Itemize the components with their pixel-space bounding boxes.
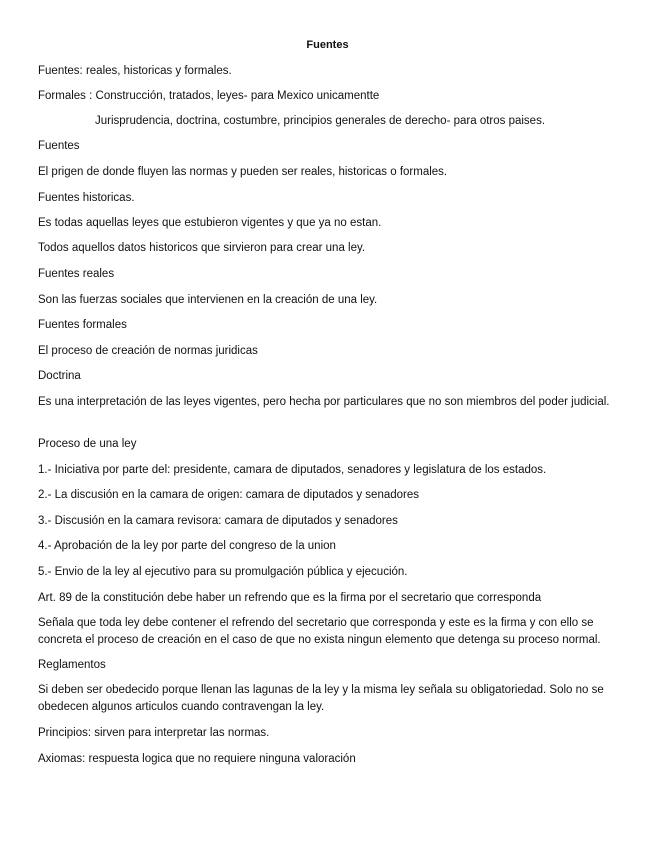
paragraph: El proceso de creación de normas juridicas [38, 345, 258, 357]
document-title: Fuentes [306, 39, 349, 51]
paragraph: Todos aquellos datos historicos que sirvieron para crear una ley. [38, 242, 366, 254]
paragraph: Si deben ser obedecido porque llenan las lagunas de la ley y la misma ley señala su obligatoriedad. Solo no se obedecen algunos articulos cuando contravengan la ley. [38, 684, 604, 713]
paragraph: El prigen de donde fluyen las normas y pueden ser reales, historicas o formales. [38, 166, 448, 178]
section-heading: Fuentes reales [38, 268, 115, 280]
paragraph: Es todas aquellas leyes que estubieron vigentes y que ya no estan. [38, 217, 382, 229]
paragraph: Art. 89 de la constitución debe haber un refrendo que es la firma por el secretario que corresponda [38, 592, 542, 604]
paragraph: Es una interpretación de las leyes vigentes, pero hecha por particulares que no son miembros del poder judicial. [38, 396, 610, 408]
list-item: 3.- Discusión en la camara revisora: camara de diputados y senadores [38, 515, 398, 527]
paragraph: Principios: sirven para interpretar las normas. [38, 727, 270, 739]
section-heading: Reglamentos [38, 659, 106, 671]
paragraph: Son las fuerzas sociales que intervienen en la creación de una ley. [38, 294, 378, 306]
section-heading: Fuentes historicas. [38, 192, 135, 204]
list-item: 5.- Envio de la ley al ejecutivo para su promulgación pública y ejecución. [38, 566, 408, 578]
section-heading: Proceso de una ley [38, 438, 137, 450]
section-heading: Fuentes [38, 140, 80, 152]
paragraph: Fuentes: reales, historicas y formales. [38, 65, 232, 77]
section-heading: Doctrina [38, 370, 81, 382]
section-heading: Fuentes formales [38, 319, 127, 331]
paragraph-indented: Jurisprudencia, doctrina, costumbre, principios generales de derecho- para otros paises. [95, 115, 546, 127]
list-item: 4.- Aprobación de la ley por parte del congreso de la union [38, 540, 336, 552]
paragraph: Axiomas: respuesta logica que no requiere ninguna valoración [38, 753, 356, 765]
list-item: 2.- La discusión en la camara de origen: camara de diputados y senadores [38, 489, 420, 501]
paragraph: Señala que toda ley debe contener el refrendo del secretario que corresponda y este es la firma y con ello se concreta el proceso de creación en el caso de que no exista ningun elemento que detenga su proceso normal. [38, 617, 601, 646]
list-item: 1.- Iniciativa por parte del: presidente, camara de diputados, senadores y legislatura de los estados. [38, 464, 547, 476]
paragraph: Formales : Construcción, tratados, leyes- para Mexico unicamentte [38, 90, 380, 102]
